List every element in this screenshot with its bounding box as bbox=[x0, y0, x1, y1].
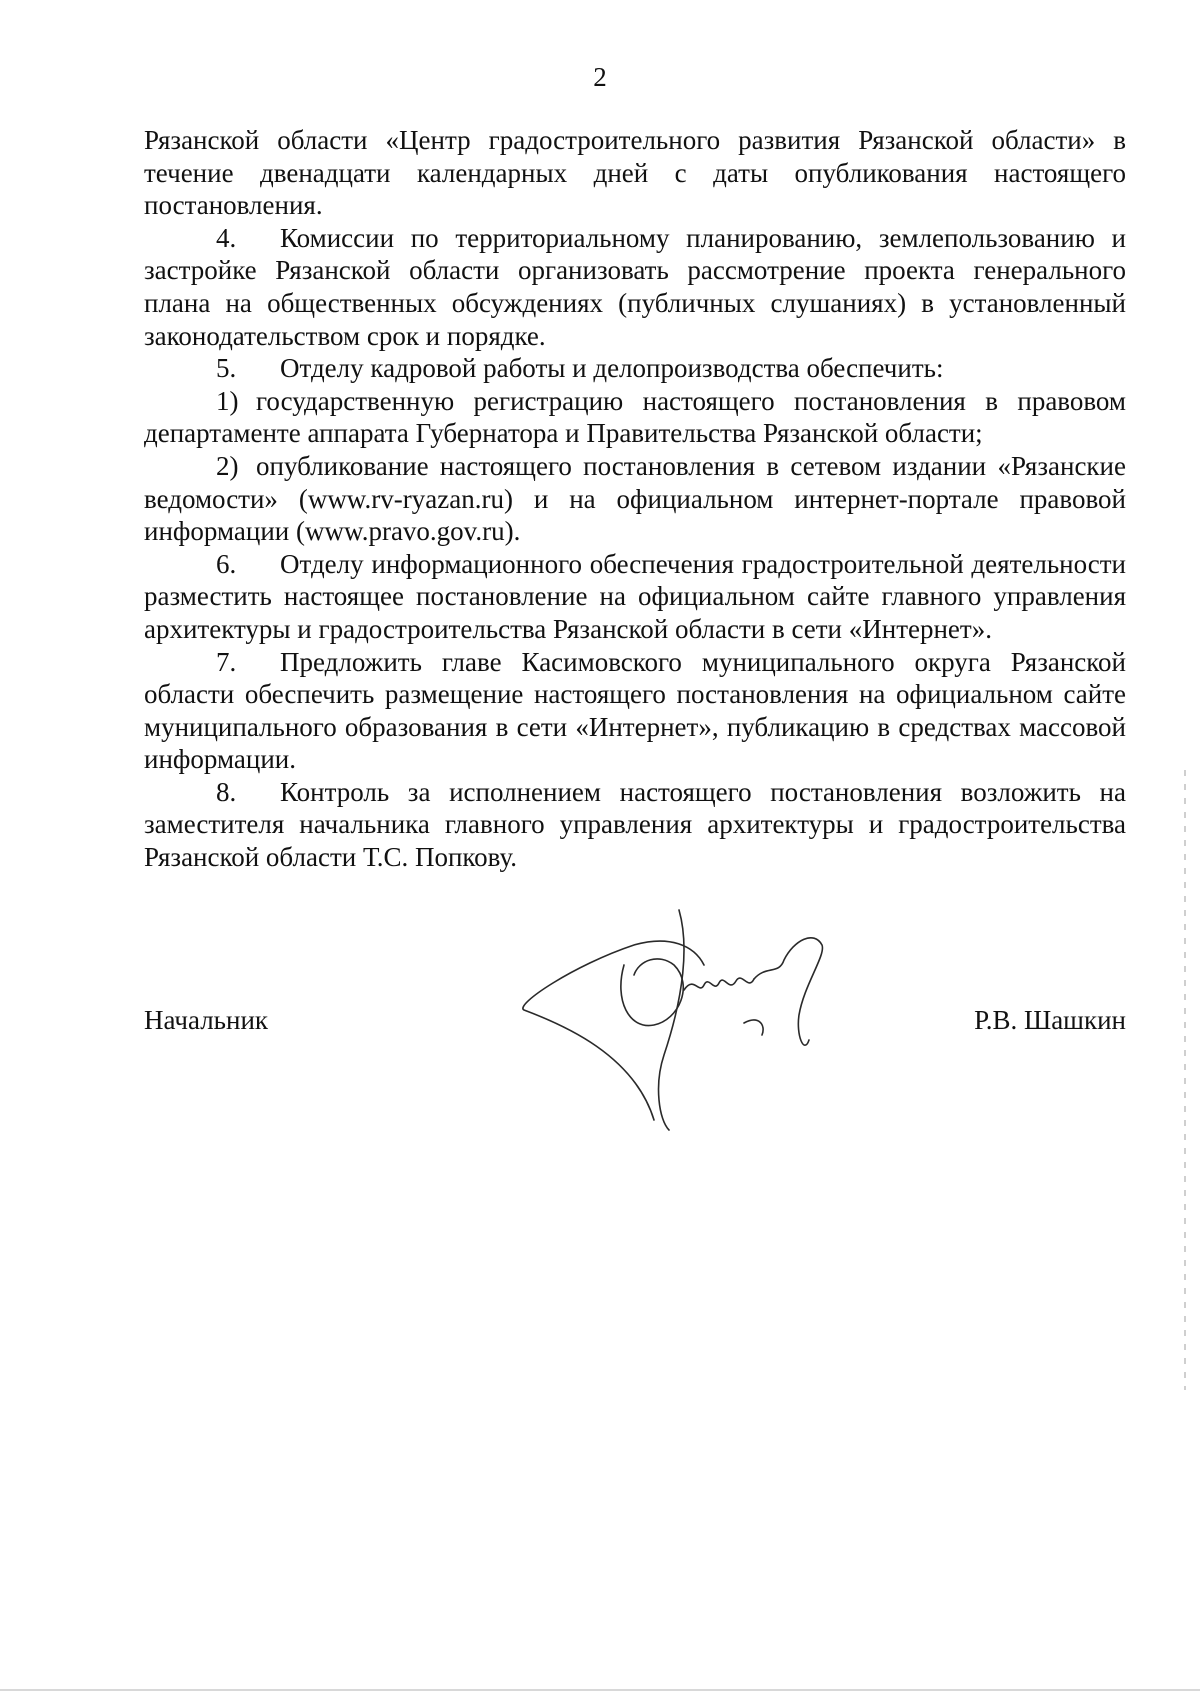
item-5-1 bbox=[144, 385, 1126, 450]
scan-artifact bbox=[0, 1689, 1200, 1691]
item-text: Отделу кадровой работы и делопроизводства обеспечить: bbox=[280, 353, 944, 384]
item-4 bbox=[144, 222, 1126, 352]
item-6 bbox=[144, 548, 1126, 646]
item-7 bbox=[144, 646, 1126, 776]
item-text: Предложить главе Касимовского муниципального округа Рязанской области обеспечить размещение настоящего постановления на официальном сайте муниципального образования в сети «Интернет», публикацию в средствах массовой информации. bbox=[144, 646, 1126, 775]
document-body bbox=[144, 124, 1126, 874]
signer-name: Р.В. Шашкин bbox=[974, 1005, 1126, 1035]
item-text: Контроль за исполнением настоящего постановления возложить на заместителя начальника главного управления архитектуры и градостроительства Рязанской области Т.С. Попкову. bbox=[144, 776, 1126, 873]
intro-paragraph: Рязанской области «Центр градостроительного развития Рязанской области» в течение двенадцати календарных дней с даты опубликования настоящего постановления. bbox=[144, 125, 1126, 221]
item-number: 8. bbox=[216, 776, 237, 807]
item-text: государственную регистрацию настоящего постановления в правовом департаменте аппарата Губернатора и Правительства Рязанской области; bbox=[144, 385, 1126, 449]
signature-block bbox=[144, 1005, 1126, 1125]
page-number: 2 bbox=[593, 62, 607, 92]
scan-artifact bbox=[1184, 770, 1186, 1390]
item-5-2 bbox=[144, 450, 1126, 548]
item-text: Отделу информационного обеспечения градостроительной деятельности разместить настоящее постановление на официальном сайте главного управления архитектуры и градостроительства Рязанской области в сети «Интернет». bbox=[144, 548, 1126, 644]
item-number: 5. bbox=[216, 353, 237, 384]
item-8 bbox=[144, 776, 1126, 874]
signer-title: Начальник bbox=[144, 1005, 269, 1035]
item-number: 6. bbox=[216, 548, 237, 579]
item-number: 7. bbox=[216, 646, 237, 677]
item-text: Комиссии по территориальному планированию, землепользованию и застройке Рязанской области организовать рассмотрение проекта генерального плана на общественных обсуждениях (публичных слушаниях) в установленный законодательством срок и порядке. bbox=[144, 222, 1126, 351]
item-text: опубликование настоящего постановления в сетевом издании «Рязанские ведомости» (www.rv-ryazan.ru) и на официальном интернет-портале правовой информации (www.pravo.gov.ru). bbox=[144, 450, 1126, 547]
handwritten-signature bbox=[504, 905, 864, 1135]
item-number: 1) bbox=[216, 385, 239, 416]
item-number: 2) bbox=[216, 450, 239, 481]
item-number: 4. bbox=[216, 222, 237, 253]
item-5 bbox=[144, 352, 1126, 385]
